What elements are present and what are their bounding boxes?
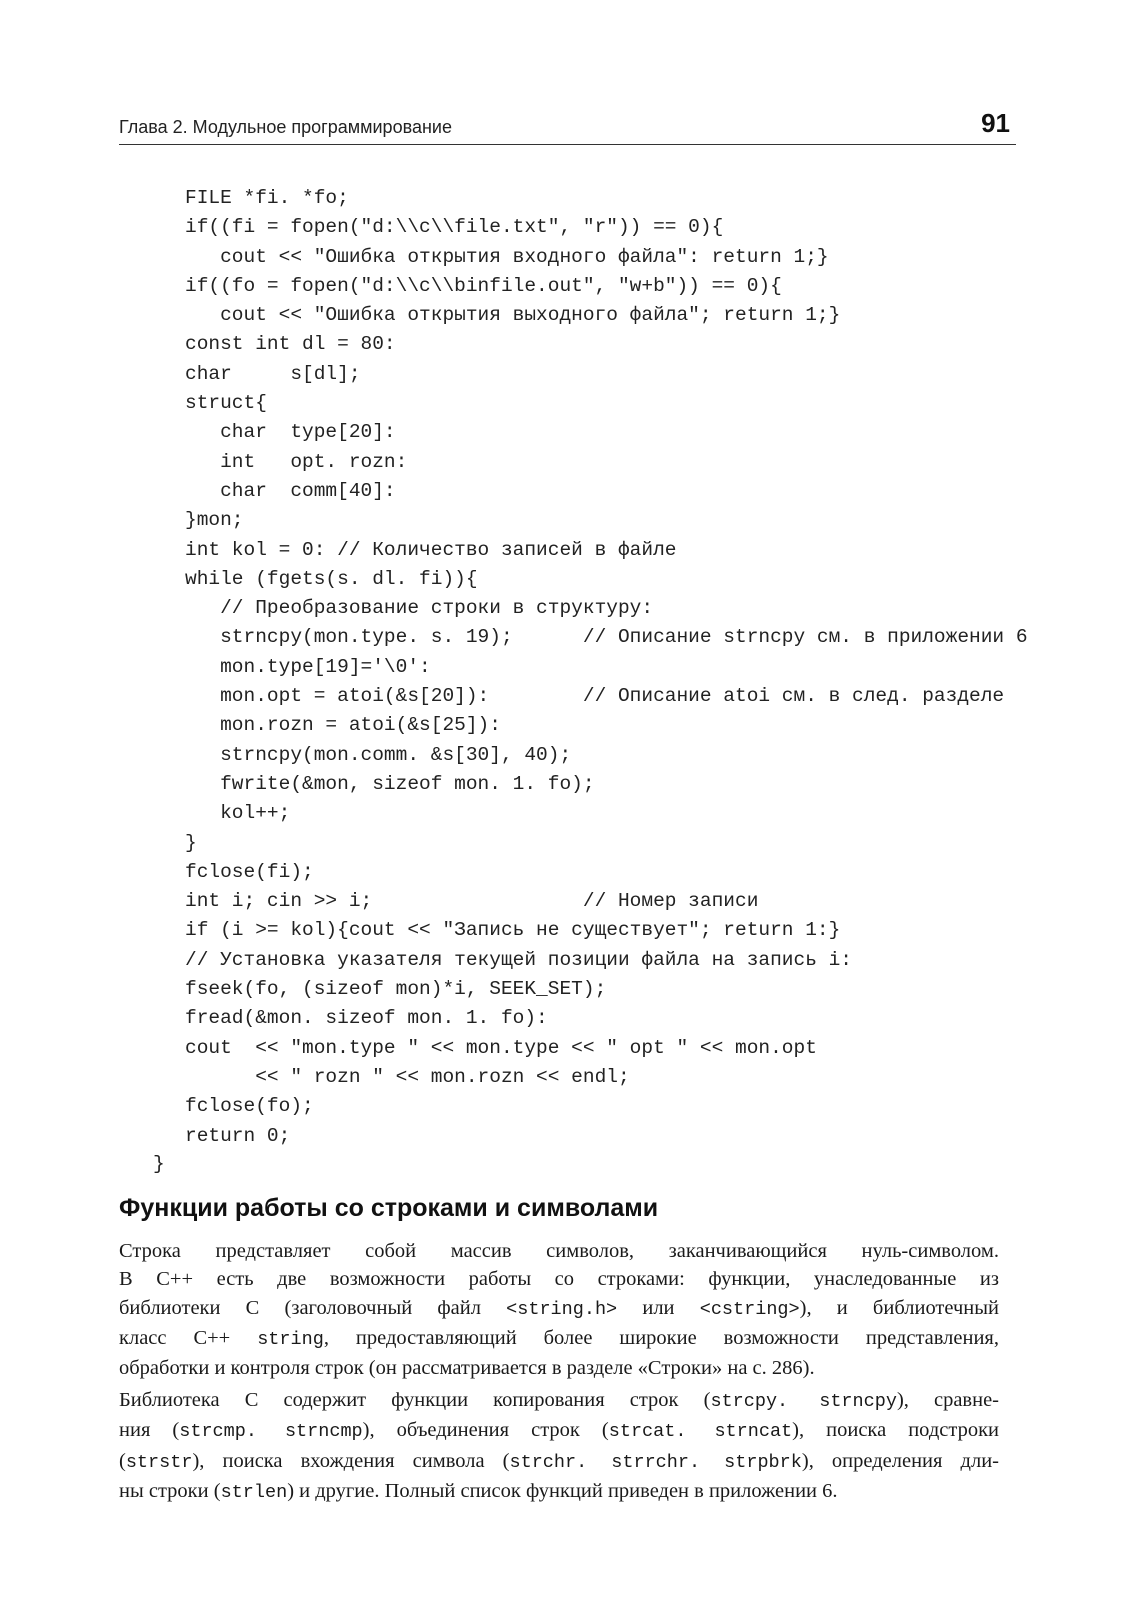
paragraph-strings-intro	[119, 1237, 999, 1382]
code-line: mon.opt = atoi(&s[20]): // Описание atoi см. в след. разделе	[185, 685, 1005, 708]
code-closing-brace: }	[153, 1153, 165, 1175]
code-line: char comm[40]:	[185, 479, 396, 502]
code-line: const int dl = 80:	[185, 333, 396, 356]
paragraph-line: В С++ есть две возможности работы со строками: функции, унаследованные из	[119, 1268, 999, 1291]
code-line: strncpy(mon.type. s. 19); // Описание strncpy см. в приложении 6	[185, 626, 1028, 649]
code-line: mon.type[19]='\0':	[185, 655, 431, 678]
inline-code: strcpy. strncpy	[710, 1391, 897, 1412]
paragraph-line: (strstr), поиска вхождения символа (strchr. strrchr. strpbrk), определения дли-	[119, 1449, 999, 1473]
code-line: mon.rozn = atoi(&s[25]):	[185, 714, 501, 737]
inline-code: <string.h>	[506, 1298, 618, 1320]
code-line: int opt. rozn:	[185, 450, 408, 473]
code-line: return 0;	[185, 1124, 291, 1147]
code-line: if((fo = fopen("d:\\c\\binfile.out", "w+b")) == 0){	[185, 274, 782, 297]
code-line: struct{	[185, 392, 267, 415]
code-line: int kol = 0: // Количество записей в файле	[185, 538, 677, 561]
code-line: // Преобразование строки в структуру:	[185, 597, 654, 620]
inline-code: strstr	[125, 1451, 193, 1473]
code-line: cout << "Ошибка открытия входного файла": return 1;}	[185, 245, 829, 268]
code-line: cout << "mon.type " << mon.type << " opt " << mon.opt	[185, 1036, 817, 1059]
page-number: 91	[981, 108, 1010, 138]
code-line: fclose(fo);	[185, 1095, 314, 1118]
code-line: }mon;	[185, 509, 244, 532]
code-line: }	[185, 831, 197, 854]
code-line: kol++;	[185, 802, 291, 825]
code-line: while (fgets(s. dl. fi)){	[185, 567, 478, 590]
code-line: if (i >= kol){cout << "Запись не существует"; return 1:}	[185, 919, 841, 942]
code-line: << " rozn " << mon.rozn << endl;	[185, 1065, 630, 1088]
inline-code: <cstring>	[699, 1298, 800, 1320]
chapter-title: Глава 2. Модульное программирование	[119, 117, 452, 137]
paragraph-line: Библиотека С содержит функции копирования строк (strcpy. strncpy), сравне-	[119, 1389, 1000, 1412]
inline-code: strcat. strncat	[608, 1421, 793, 1443]
paragraph-c-library-functions	[119, 1386, 999, 1507]
code-listing	[185, 184, 1028, 1151]
paragraph-line: ния (strcmp. strncmp), объединения строк (strcat. strncat), поиска подстроки	[119, 1419, 1000, 1443]
code-line: char s[dl];	[185, 362, 361, 385]
code-line: fwrite(&mon, sizeof mon. 1. fo);	[185, 772, 595, 795]
paragraph-line: класс С++ string, предоставляющий более широкие возможности представления,	[119, 1326, 999, 1350]
inline-code: strchr. strrchr. strpbrk	[509, 1451, 802, 1473]
code-line: fseek(fo, (sizeof mon)*i, SEEK_SET);	[185, 978, 607, 1001]
code-line: FILE *fi. *fo;	[185, 187, 349, 209]
paragraph-line: обработки и контроля строк (он рассматривается в разделе «Строки» на с. 286).	[119, 1357, 815, 1380]
inline-code: strlen	[220, 1481, 288, 1503]
running-header	[119, 108, 1016, 145]
inline-code: string	[257, 1328, 324, 1350]
code-line: char type[20]:	[185, 421, 396, 444]
code-line: // Установка указателя текущей позиции файла на запись i:	[185, 948, 853, 971]
code-line: strncpy(mon.comm. &s[30], 40);	[185, 743, 572, 766]
code-line: int i; cin >> i; // Номер записи	[185, 890, 759, 913]
code-line: cout << "Ошибка открытия выходного файла"; return 1;}	[185, 304, 841, 327]
paragraph-line: Строка представляет собой массив символов, заканчивающийся нуль-символом.	[119, 1240, 999, 1262]
code-line: if((fi = fopen("d:\\c\\file.txt", "r")) == 0){	[185, 216, 724, 239]
code-line: fclose(fi);	[185, 860, 314, 883]
section-heading: Функции работы со строками и символами	[119, 1194, 659, 1222]
inline-code: strcmp. strncmp	[179, 1421, 363, 1443]
paragraph-line: библиотеки С (заголовочный файл <string.h> или <cstring>), и библиотечный	[119, 1296, 999, 1320]
paragraph-line: ны строки (strlen) и другие. Полный список функций приведен в приложении 6.	[119, 1479, 838, 1503]
code-line: fread(&mon. sizeof mon. 1. fo):	[185, 1007, 548, 1030]
